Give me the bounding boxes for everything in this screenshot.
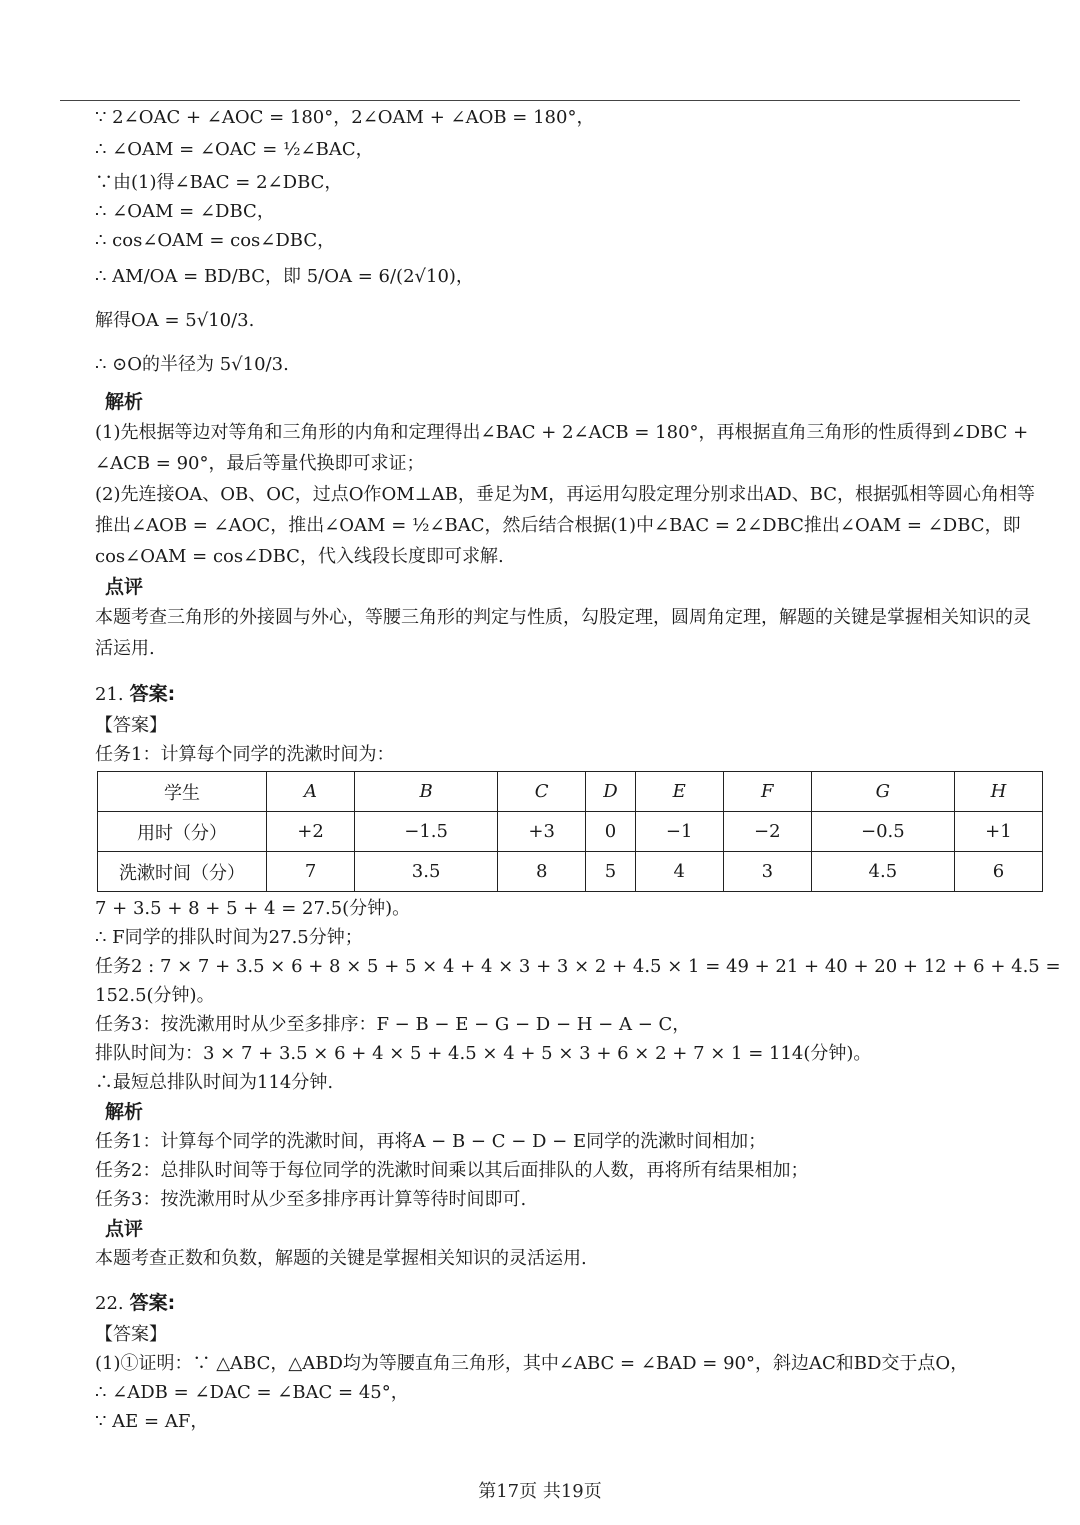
table-cell: C [498, 772, 586, 812]
task1-intro: 任务1：计算每个同学的洗漱时间为： [95, 744, 395, 765]
table-cell: −0.5 [811, 812, 954, 852]
page-footer: 第17页 共19页 [478, 1481, 602, 1502]
math-line: 排队时间为：3 × 7 + 3.5 × 6 + 4 × 5 + 4.5 × 4 + 5 × 3 + 6 × 2 + 7 × 1 = 114(分钟)。 [95, 1043, 872, 1064]
answer-tag: 【答案】 [95, 715, 167, 736]
table-cell: E [635, 772, 723, 812]
question-number: 22. [95, 1293, 124, 1314]
comment-heading: 点评 [105, 1218, 144, 1240]
table-cell: 6 [954, 852, 1042, 892]
header-rule [60, 100, 1020, 101]
table-cell: H [954, 772, 1042, 812]
answer-heading: 答案: [129, 1292, 176, 1314]
math-line: ∴ cos∠OAM = cos∠DBC， [95, 230, 336, 251]
table-cell: +2 [267, 812, 355, 852]
math-line: 7 + 3.5 + 8 + 5 + 4 = 27.5(分钟)。 [95, 898, 411, 919]
math-line: 解得OA = 5√10/3. [95, 310, 255, 331]
question-21-header [95, 678, 1045, 711]
math-line: ∴ ⊙O的半径为 5√10/3. [95, 354, 289, 375]
math-line: ∵ AE = AF， [95, 1411, 209, 1432]
solution-20-continued [95, 103, 1045, 387]
math-line: 任务3：按洗漱用时从少至多排序：F − B − E − G − D − H − A − C， [95, 1014, 691, 1035]
table-cell: −1.5 [355, 812, 498, 852]
question-number: 21. [95, 684, 124, 705]
comment-paragraph: 本题考查正数和负数，解题的关键是掌握相关知识的灵活运用. [95, 1248, 587, 1269]
answer-tag: 【答案】 [95, 1324, 167, 1345]
math-line: ∴ F同学的排队时间为27.5分钟； [95, 927, 363, 948]
table-cell: 5 [586, 852, 635, 892]
table-cell: 4 [635, 852, 723, 892]
table-cell: 4.5 [811, 852, 954, 892]
math-line: ∴ ∠OAM = ∠DBC， [95, 201, 275, 222]
table-cell: 7 [267, 852, 355, 892]
table-cell: +3 [498, 812, 586, 852]
table-cell: 学生 [98, 772, 267, 812]
table-cell: −2 [723, 812, 811, 852]
table-cell: F [723, 772, 811, 812]
math-line: (1)①证明：∵ △ABC，△ABD均为等腰直角三角形，其中∠ABC = ∠BAD = 90°，斜边AC和BD交于点O， [95, 1353, 969, 1374]
page-content [95, 103, 1061, 1436]
answer-heading: 答案: [129, 683, 176, 705]
analysis-paragraph: (1)先根据等边对等角和三角形的内角和定理得出∠BAC + 2∠ACB = 180°，再根据直角三角形的性质得到∠DBC + ∠ACB = 90°，最后等量代换即可求证； [95, 422, 1029, 474]
math-line: 任务2 : 7 × 7 + 3.5 × 6 + 8 × 5 + 5 × 4 + 4 × 3 + 3 × 2 + 4.5 × 1 = 49 + 21 + 40 + 20 + 12 + 6 + 4.5 = [95, 956, 1061, 977]
math-line: ∴最短总排队时间为114分钟. [95, 1072, 334, 1093]
math-line: ∴ ∠ADB = ∠DAC = ∠BAC = 45°， [95, 1382, 409, 1403]
question-22-header [95, 1287, 1045, 1320]
math-line: ∴ AM/OA = BD/BC，即 5/OA = 6/(2√10)， [95, 266, 474, 287]
analysis-line: 任务3：按洗漱用时从少至多排序再计算等待时间即可. [95, 1189, 527, 1210]
table-cell: −1 [635, 812, 723, 852]
table-cell: 3.5 [355, 852, 498, 892]
math-line: ∴ ∠OAM = ∠OAC = ½∠BAC， [95, 139, 374, 160]
math-line: 152.5(分钟)。 [95, 985, 215, 1006]
analysis-line: 任务1：计算每个同学的洗漱时间，再将A − B − C − D − E同学的洗漱时间相加； [95, 1131, 767, 1152]
wash-time-table [97, 771, 1043, 892]
table-row [98, 852, 1043, 892]
math-line: ∵ 2∠OAC + ∠AOC = 180°，2∠OAM + ∠AOB = 180°， [95, 107, 595, 128]
table-cell: +1 [954, 812, 1042, 852]
table-cell: D [586, 772, 635, 812]
table-cell: 用时（分） [98, 812, 267, 852]
table-cell: 洗漱时间（分） [98, 852, 267, 892]
table-cell: A [267, 772, 355, 812]
math-line: ∵由(1)得∠BAC = 2∠DBC， [95, 172, 343, 193]
comment-paragraph: 本题考查三角形的外接圆与外心，等腰三角形的判定与性质，勾股定理，圆周角定理，解题的关键是掌握相关知识的灵活运用. [95, 607, 1031, 659]
table-cell: B [355, 772, 498, 812]
table-header-row [98, 772, 1043, 812]
analysis-heading: 解析 [105, 1101, 144, 1123]
analysis-heading: 解析 [105, 391, 144, 413]
table-row [98, 812, 1043, 852]
analysis-paragraph: (2)先连接OA、OB、OC，过点O作OM⊥AB，垂足为M，再运用勾股定理分别求出AD、BC，根据弧相等圆心角相等推出∠AOB = ∠AOC，推出∠OAM = ½∠BAC，然后结合根据(1)中∠BAC = 2∠DBC推出∠OAM = ∠DBC，即cos∠OAM = cos∠DBC，代入线段长度即可求解. [95, 484, 1036, 567]
table-cell: 0 [586, 812, 635, 852]
table-cell: G [811, 772, 954, 812]
comment-heading: 点评 [105, 576, 144, 598]
table-cell: 8 [498, 852, 586, 892]
analysis-line: 任务2：总排队时间等于每位同学的洗漱时间乘以其后面排队的人数，再将所有结果相加； [95, 1160, 809, 1181]
table-cell: 3 [723, 852, 811, 892]
